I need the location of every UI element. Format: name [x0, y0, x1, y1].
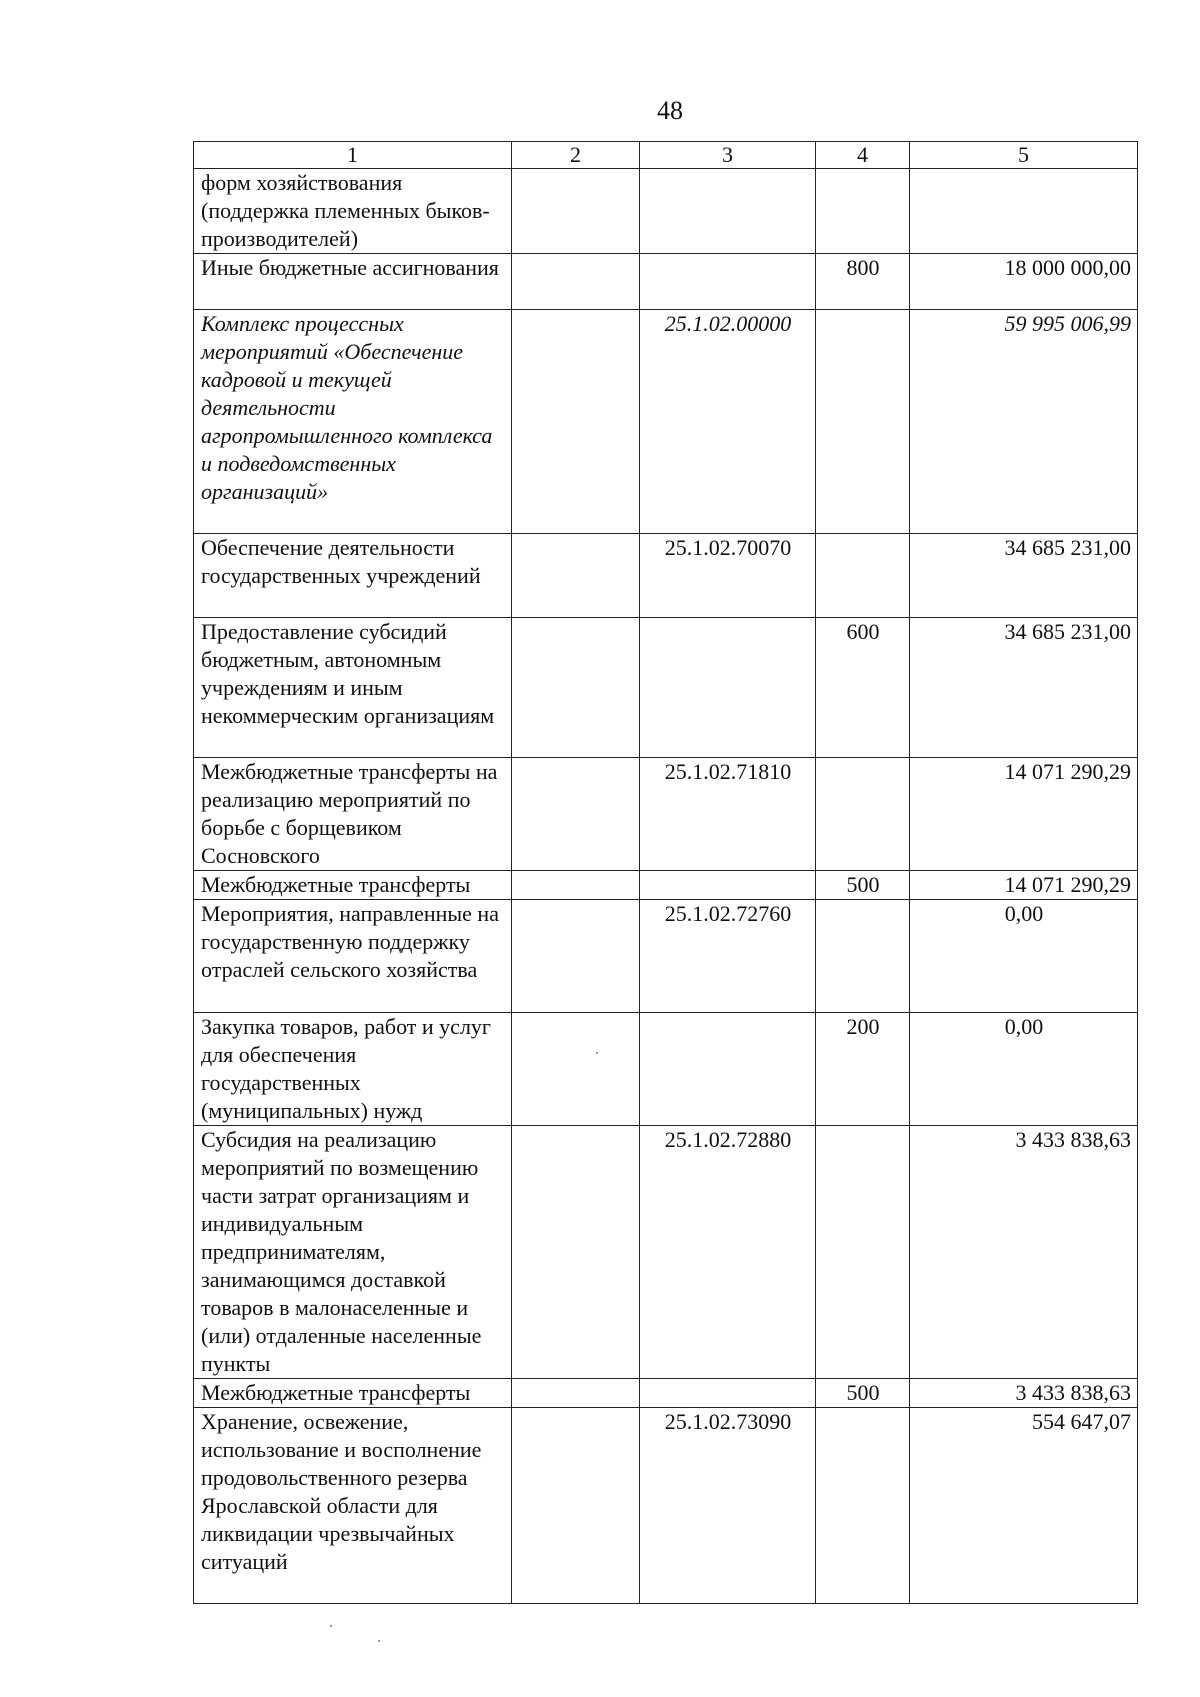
row-amount: 59 995 006,99: [910, 310, 1138, 534]
row-code: [640, 871, 816, 900]
row-name: Межбюджетные трансферты на реализацию мероприятий по борьбе с борщевиком Сосновского: [194, 758, 512, 871]
row-expense-type: 600: [816, 618, 910, 758]
row-name: форм хозяйствования (поддержка племенных быков-производителей): [194, 169, 512, 254]
row-code: 25.1.02.72880: [640, 1126, 816, 1379]
row-expense-type: [816, 310, 910, 534]
row-col2: [512, 1379, 640, 1408]
row-col2: [512, 310, 640, 534]
row-expense-type: [816, 169, 910, 254]
row-code: 25.1.02.73090: [640, 1408, 816, 1604]
table-row: [194, 758, 1138, 871]
table-row: [194, 1013, 1138, 1126]
row-expense-type: 800: [816, 254, 910, 310]
row-amount: 554 647,07: [910, 1408, 1138, 1604]
row-col2: [512, 1013, 640, 1126]
row-amount: 18 000 000,00: [910, 254, 1138, 310]
row-code: [640, 1379, 816, 1408]
column-header-1: 1: [194, 142, 512, 169]
table-row: [194, 169, 1138, 254]
column-header-2: 2: [512, 142, 640, 169]
table-row: [194, 618, 1138, 758]
row-col2: [512, 169, 640, 254]
row-expense-type: [816, 1408, 910, 1604]
row-code: 25.1.02.71810: [640, 758, 816, 871]
row-expense-type: [816, 534, 910, 618]
row-name: Хранение, освежение, использование и восполнение продовольственного резерва Ярославской области для ликвидации чрезвычайных ситуаций: [194, 1408, 512, 1604]
row-name: Обеспечение деятельности государственных учреждений: [194, 534, 512, 618]
row-name: Закупка товаров, работ и услуг для обеспечения государственных (муниципальных) нужд: [194, 1013, 512, 1126]
row-code: [640, 169, 816, 254]
row-expense-type: [816, 758, 910, 871]
row-code: [640, 618, 816, 758]
table-row: [194, 900, 1138, 1013]
row-code: [640, 1013, 816, 1126]
row-col2: [512, 1126, 640, 1379]
row-expense-type: 500: [816, 1379, 910, 1408]
row-amount: 34 685 231,00: [910, 534, 1138, 618]
table-row: [194, 254, 1138, 310]
row-name: Предоставление субсидий бюджетным, автономным учреждениям и иным некоммерческим организациям: [194, 618, 512, 758]
table-row: [194, 871, 1138, 900]
table-row: [194, 534, 1138, 618]
row-expense-type: [816, 1126, 910, 1379]
column-header-5: 5: [910, 142, 1138, 169]
row-col2: [512, 618, 640, 758]
row-col2: [512, 758, 640, 871]
scan-speck: [378, 1640, 380, 1642]
row-amount: 3 433 838,63: [910, 1379, 1138, 1408]
scan-speck: [330, 1625, 332, 1627]
scan-speck: [596, 1052, 598, 1054]
row-amount: [910, 169, 1138, 254]
budget-table: [193, 141, 1138, 1604]
row-col2: [512, 534, 640, 618]
row-col2: [512, 871, 640, 900]
table-row: [194, 1126, 1138, 1379]
row-col2: [512, 254, 640, 310]
row-code: 25.1.02.72760: [640, 900, 816, 1013]
row-amount: 34 685 231,00: [910, 618, 1138, 758]
row-name: Мероприятия, направленные на государственную поддержку отраслей сельского хозяйства: [194, 900, 512, 1013]
page-number: 48: [657, 96, 683, 125]
row-code: 25.1.02.70070: [640, 534, 816, 618]
row-amount: 0,00: [910, 900, 1138, 1013]
row-col2: [512, 900, 640, 1013]
row-amount: 3 433 838,63: [910, 1126, 1138, 1379]
table-row: [194, 1408, 1138, 1604]
row-amount: 0,00: [910, 1013, 1138, 1126]
row-code: [640, 254, 816, 310]
column-header-4: 4: [816, 142, 910, 169]
table-header-row: [194, 142, 1138, 169]
row-expense-type: [816, 900, 910, 1013]
row-code: 25.1.02.00000: [640, 310, 816, 534]
row-name: Комплекс процессных мероприятий «Обеспечение кадровой и текущей деятельности агропромышленного комплекса и подведомственных организаций»: [194, 310, 512, 534]
row-name: Иные бюджетные ассигнования: [194, 254, 512, 310]
row-amount: 14 071 290,29: [910, 871, 1138, 900]
row-col2: [512, 1408, 640, 1604]
row-name: Межбюджетные трансферты: [194, 1379, 512, 1408]
row-amount: 14 071 290,29: [910, 758, 1138, 871]
row-name: Межбюджетные трансферты: [194, 871, 512, 900]
row-expense-type: 500: [816, 871, 910, 900]
table-row: [194, 310, 1138, 534]
table-row: [194, 1379, 1138, 1408]
row-name: Субсидия на реализацию мероприятий по возмещению части затрат организациям и индивидуальным предпринимателям, занимающимся доставкой товаров в малонаселенные и (или) отдаленные населенные пункты: [194, 1126, 512, 1379]
column-header-3: 3: [640, 142, 816, 169]
row-expense-type: 200: [816, 1013, 910, 1126]
